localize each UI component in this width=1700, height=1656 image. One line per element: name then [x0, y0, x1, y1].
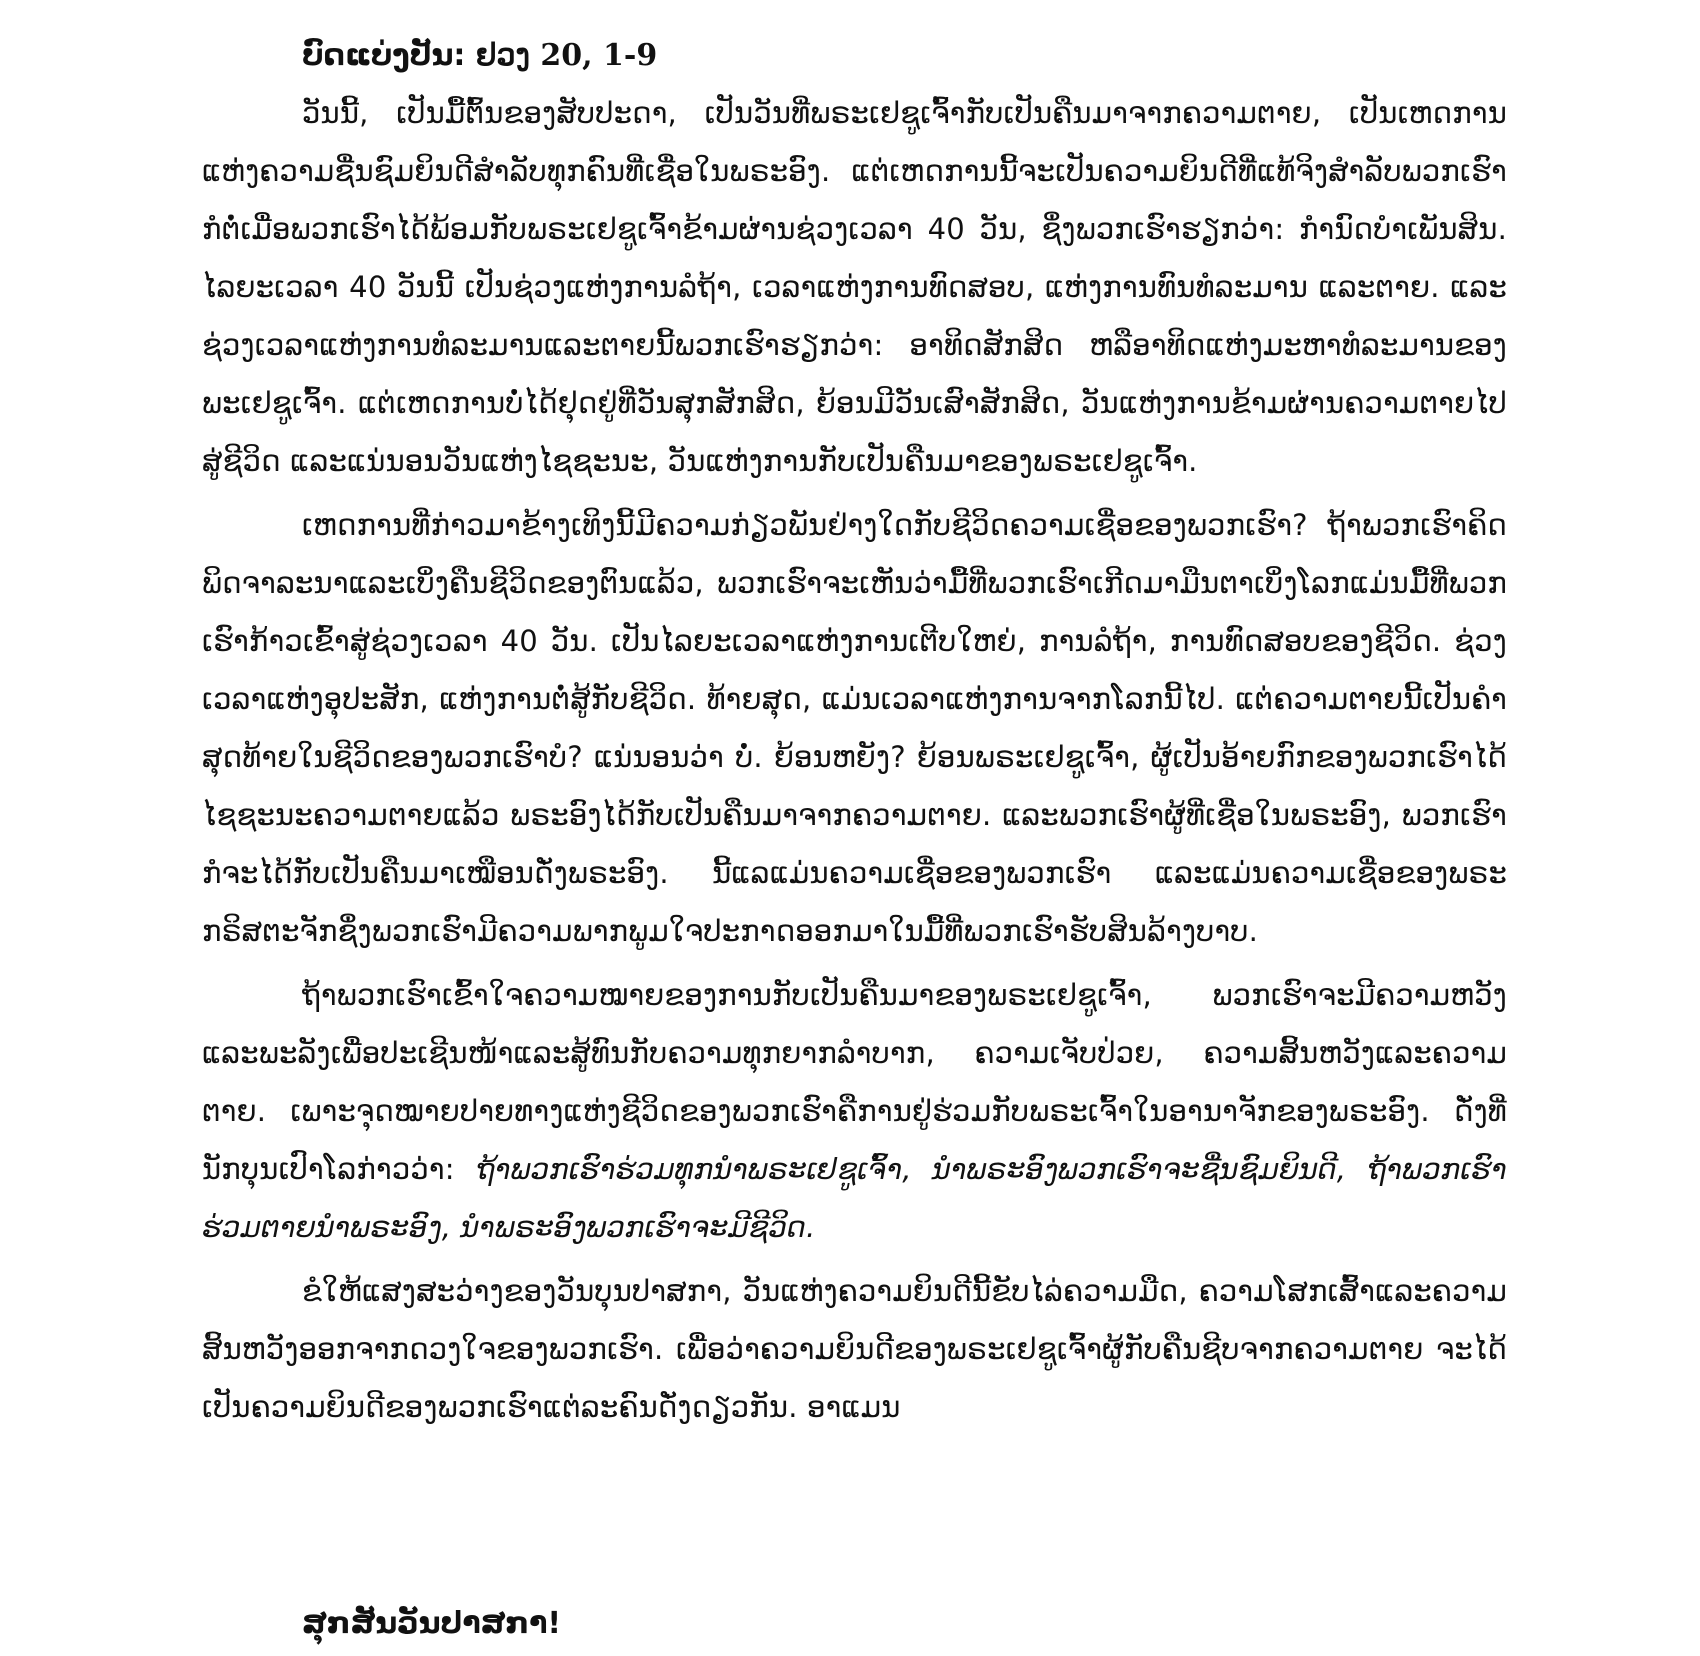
paragraph-3-text: ຖ້າພວກເຮົາເຂົ້າໃຈຄວາມໝາຍຂອງການກັບເປັນຄືນມາຂອງພຣະເຢຊູເຈົ້າ, ພວກເຮົາຈະມີຄວາມຫວັງແລະພະລັງເພື່ອປະເຊີນໜ້າແລະສູ້ທົນກັບຄວາມທຸກຍາກລຳບາກ, ຄວາມເຈັບປ່ວຍ, ຄວາມສິ້ນຫວັງແລະຄວາມຕາຍ. ເພາະຈຸດໝາຍປາຍທາງແຫ່ງຊີວິດຂອງພວກເຮົາຄືການຢູ່ຮ່ວມກັບພຣະເຈົ້າໃນອານາຈັກຂອງພຣະອົງ. ດັ່ງທີ່ນັກບຸນເປົາໂລກ່າວວ່າ:	[202, 978, 1507, 1186]
closing-greeting: ສຸກສັນວັນປາສກາ!	[302, 1606, 562, 1641]
document-heading	[302, 28, 1507, 84]
paragraph-3	[202, 966, 1507, 1256]
document-page	[202, 28, 1508, 1641]
paragraph-1: ວັນນີ້, ເປັນມື້ຕົ້ນຂອງສັບປະດາ, ເປັນວັນທີ່ພຣະເຢຊູເຈົ້າກັບເປັນຄືນມາຈາກຄວາມຕາຍ, ເປັນເຫດການແຫ່ງຄວາມຊື່ນຊົມຍິນດີສຳລັບທຸກຄົນທີ່ເຊື່ອໃນພຣະອົງ. ແຕ່ເຫດການນີ້ຈະເປັນຄວາມຍິນດີທີ່ແທ້ຈິງສຳລັບພວກເຮົາ ກໍຕໍ່ເມື່ອພວກເຮົາໄດ້ພ້ອມກັບພຣະເຢຊູເຈົ້າຂ້າມຜ່ານຊ່ວງເວລາ 40 ວັນ, ຊຶ່ງພວກເຮົາຮຽກວ່າ: ກຳນົດບຳເພັນສິນ. ໄລຍະເວລາ 40 ວັນນີ້ ເປັນຊ່ວງແຫ່ງການລໍຖ້າ, ເວລາແຫ່ງການທົດສອບ, ແຫ່ງການທົນທໍລະມານ ແລະຕາຍ. ແລະຊ່ວງເວລາແຫ່ງການທໍລະມານແລະຕາຍນີ້ພວກເຮົາຮຽກວ່າ: ອາທິດສັກສິດ ຫລືອາທິດແຫ່ງມະຫາທໍລະມານຂອງພະເຢຊູເຈົ້າ. ແຕ່ເຫດການບໍ່ໄດ້ຢຸດຢູ່ທີ່ວັນສຸກສັກສິດ, ຍ້ອນມີວັນເສົາສັກສິດ, ວັນແຫ່ງການຂ້າມຜ່ານຄວາມຕາຍໄປສູ່ຊີວິດ ແລະແນ່ນອນວັນແຫ່ງໄຊຊະນະ, ວັນແຫ່ງການກັບເປັນຄືນມາຂອງພຣະເຢຊູເຈົ້າ.	[202, 96, 1507, 478]
heading-label: ບົດແບ່ງປັນ:	[302, 38, 466, 73]
paul-quote: ຖ້າພວກເຮົາຮ່ວມທຸກນຳພຣະເຢຊູເຈົ້າ, ນຳພຣະອົງພວກເຮົາຈະຊື່ນຊົມຍິນດີ, ຖ້າພວກເຮົາຮ່ວມຕາຍນຳພຣະອົງ, ນຳພຣະອົງພວກເຮົາຈະມີຊີວິດ.	[202, 1152, 1508, 1244]
paragraph-4: ຂໍໃຫ້ແສງສະວ່າງຂອງວັນບຸນປາສກາ, ວັນແຫ່ງຄວາມຍິນດີນີ້ຂັບໄລ່ຄວາມມືດ, ຄວາມໂສກເສົ້າແລະຄວາມສິ້ນຫວັງອອກຈາກດວງໃຈຂອງພວກເຮົາ. ເພື່ອວ່າຄວາມຍິນດີຂອງພຣະເຢຊູເຈົ້າຜູ້ກັບຄືນຊີບຈາກຄວາມຕາຍ ຈະໄດ້ເປັນຄວາມຍິນດີຂອງພວກເຮົາແຕ່ລະຄົນດັ່ງດຽວກັນ. ອາແມນ	[202, 1274, 1507, 1424]
paragraph-2: ເຫດການທີ່ກ່າວມາຂ້າງເທິງນີ້ມີຄວາມກ່ຽວພັນຢ່າງໃດກັບຊີວິດຄວາມເຊື່ອຂອງພວກເຮົາ? ຖ້າພວກເຮົາຄິດພິດຈາລະນາແລະເບິ່ງຄືນຊີວິດຂອງຕົນແລ້ວ, ພວກເຮົາຈະເຫັນວ່າມື້ທີ່ພວກເຮົາເກີດມາມືນຕາເບິ່ງໂລກແມ່ນມື້ທີ່ພວກເຮົາກ້າວເຂົ້າສູ່ຊ່ວງເວລາ 40 ວັນ. ເປັນໄລຍະເວລາແຫ່ງການເຕີບໃຫຍ່, ການລໍຖ້າ, ການທົດສອບຂອງຊີວິດ. ຊ່ວງເວລາແຫ່ງອຸປະສັກ, ແຫ່ງການຕໍ່ສູ້ກັບຊີວິດ. ທ້າຍສຸດ, ແມ່ນເວລາແຫ່ງການຈາກໂລກນີ້ໄປ. ແຕ່ຄວາມຕາຍນີ້ເປັນຄຳສຸດທ້າຍໃນຊີວິດຂອງພວກເຮົາບໍ? ແນ່ນອນວ່າ ບໍ່. ຍ້ອນຫຍັງ? ຍ້ອນພຣະເຢຊູເຈົ້າ, ຜູ້ເປັນອ້າຍກົກຂອງພວກເຮົາໄດ້ໄຊຊະນະຄວາມຕາຍແລ້ວ ພຣະອົງໄດ້ກັບເປັນຄືນມາຈາກຄວາມຕາຍ. ແລະພວກເຮົາຜູ້ທີ່ເຊື່ອໃນພຣະອົງ, ພວກເຮົາກໍຈະໄດ້ກັບເປັນຄືນມາເໝືອນດັ່ງພຣະອົງ. ນີ້ແລແມ່ນຄວາມເຊື່ອຂອງພວກເຮົາ ແລະແມ່ນຄວາມເຊື່ອຂອງພຣະກຣິສຕະຈັກຊຶ່ງພວກເຮົາມີຄວາມພາກພູມໃຈປະກາດອອກມາໃນມື້ທີ່ພວກເຮົາຮັບສິນລ້າງບາບ.	[202, 508, 1507, 948]
scripture-reference: ຢວງ 20, 1-9	[475, 38, 658, 73]
